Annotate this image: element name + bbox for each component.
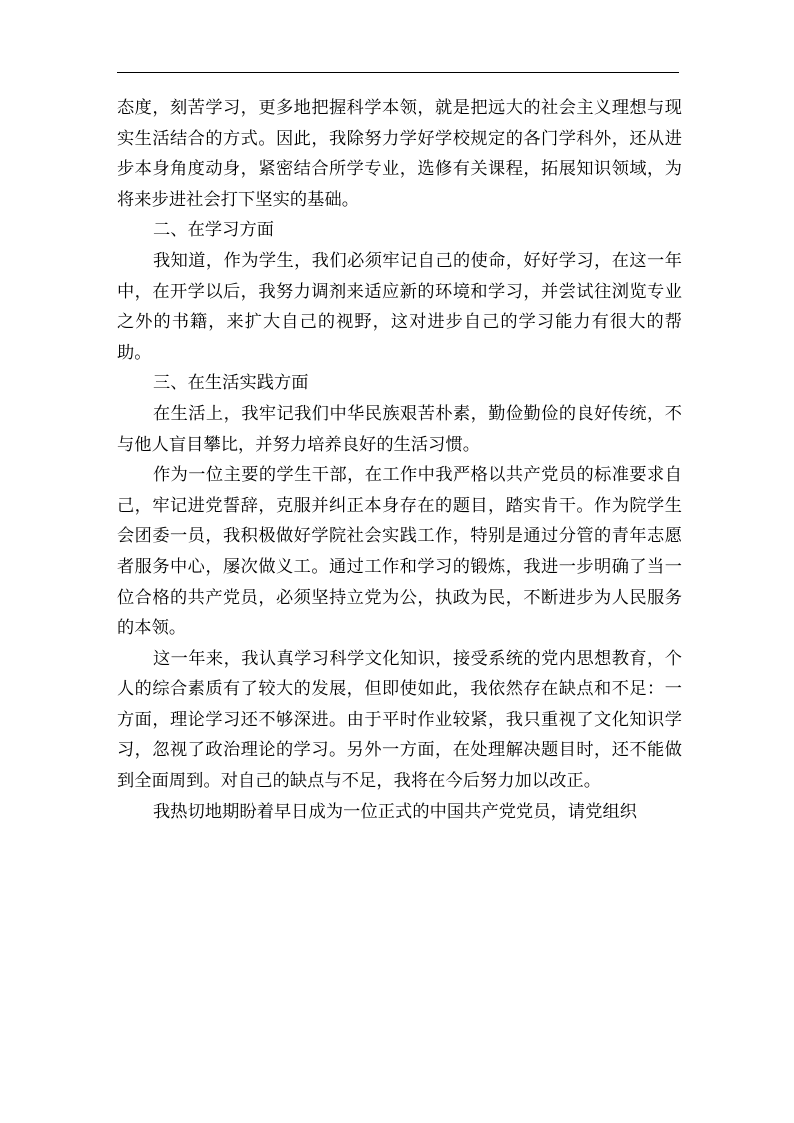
paragraph-student-cadre: 作为一位主要的学生干部，在工作中我严格以共产党员的标准要求自己，牢记进党誓辞，克服并纠正本身存在的题目，踏实肯干。作为院学生会团委一员，我积极做好学院社会实践工作，特别是通过分管的青年志愿者服务中心，屡次做义工。通过工作和学习的锻炼，我进一步明确了当一位合格的共产党员，必须坚持立党为公，执政为民，不断进步为人民服务的本领。 xyxy=(117,465,682,639)
document-body xyxy=(117,93,682,827)
paragraph-closing: 我热切地期盼着早日成为一位正式的中国共产党党员，请党组织 xyxy=(153,801,638,822)
paragraph-continuation: 态度，刻苦学习，更多地把握科学本领，就是把远大的社会主义理想与现实生活结合的方式。因此，我除努力学好学校规定的各门学科外，还从进步本身角度动身，紧密结合所学专业，选修有关课程，拓展知识领域，为将来步进社会打下坚实的基础。 xyxy=(117,98,682,210)
section-heading-study: 二、在学习方面 xyxy=(153,220,275,241)
paragraph-life: 在生活上，我牢记我们中华民族艰苦朴素，勤俭勤俭的良好传统，不与他人盲目攀比，并努力培养良好的生活习惯。 xyxy=(117,403,682,455)
paragraph-self-review: 这一年来，我认真学习科学文化知识，接受系统的党内思想教育，个人的综合素质有了较大的发展，但即使如此，我依然存在缺点和不足：一方面，理论学习还不够深进。由于平时作业较紧，我只重视了文化知识学习，忽视了政治理论的学习。另外一方面，在处理解决题目时，还不能做到全面周到。对自己的缺点与不足，我将在今后努力加以改正。 xyxy=(117,648,682,792)
section-heading-life-practice: 三、在生活实践方面 xyxy=(153,373,309,394)
paragraph-study: 我知道，作为学生，我们必须牢记自己的使命，好好学习，在这一年中，在开学以后，我努力调剂来适应新的环境和学习，并尝试往浏览专业之外的书籍，来扩大自己的视野，这对进步自己的学习能力有很大的帮助。 xyxy=(117,250,682,363)
header-rule xyxy=(117,72,679,73)
